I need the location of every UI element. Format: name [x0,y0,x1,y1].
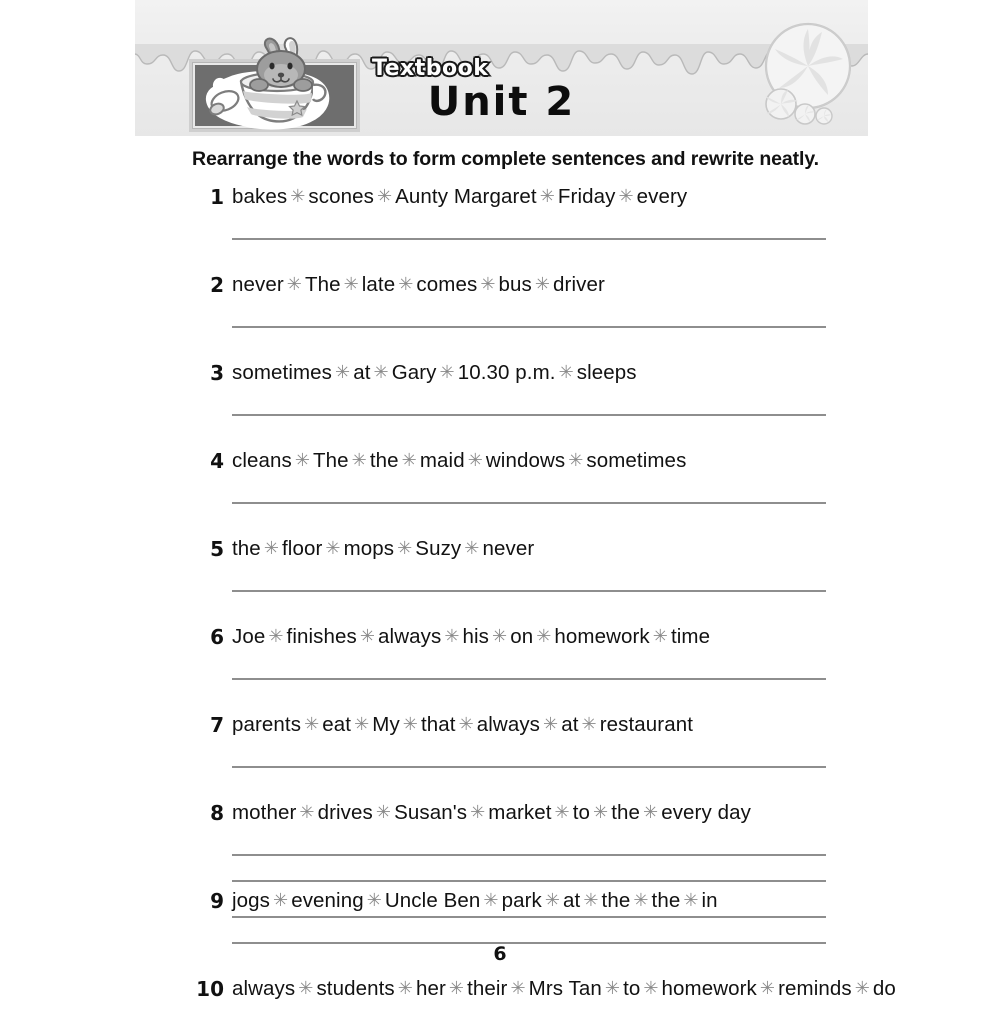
textbook-label-text: Textbook [372,56,489,81]
word-token: homework [554,625,650,648]
word-token: time [670,625,711,648]
word-separator-icon: ✳ [583,890,599,910]
row-spacer [190,680,850,710]
exercise-words [232,270,850,300]
word-separator-icon: ✳ [536,626,552,646]
word-token: park [501,889,542,912]
word-separator-icon: ✳ [290,186,306,206]
exercise-number: 3 [210,361,224,385]
word-token: Mrs Tan [528,977,602,1000]
exercise-number: 8 [210,801,224,825]
word-token: her [415,977,446,1000]
exercise-item [190,622,850,652]
word-token: eat [322,713,352,736]
word-token: that [420,713,456,736]
exercise-number: 4 [210,449,224,473]
word-separator-icon: ✳ [554,802,570,822]
word-separator-icon: ✳ [263,538,279,558]
word-token: Joe [232,625,266,648]
row-spacer [190,564,850,590]
trailing-answer-lines [232,880,826,918]
word-token: restaurant [599,713,694,736]
word-separator-icon: ✳ [510,978,526,998]
instruction-text: Rearrange the words to form complete sentences and rewrite neatly. [192,148,819,170]
word-separator-icon: ✳ [268,626,284,646]
row-spacer [190,476,850,502]
word-token: maid [419,449,465,472]
exercise-number: 6 [210,625,224,649]
word-token: always [378,625,442,648]
word-token: scones [308,185,374,208]
row-spacer [190,328,850,358]
word-separator-icon: ✳ [373,362,389,382]
word-token: driver [553,273,605,296]
word-token: windows [485,449,566,472]
row-spacer [190,768,850,798]
exercise-item [190,182,850,212]
row-spacer [190,828,850,854]
word-separator-icon: ✳ [643,978,659,998]
row-spacer [190,300,850,326]
word-separator-icon: ✳ [366,890,382,910]
word-token: at [563,889,581,912]
word-separator-icon: ✳ [273,890,289,910]
exercise-item [190,446,850,476]
exercise-item [190,270,850,300]
word-separator-icon: ✳ [375,802,392,822]
word-separator-icon: ✳ [652,626,668,646]
word-token: jogs [232,889,271,912]
word-token: their [467,977,508,1000]
word-separator-icon: ✳ [464,538,480,558]
page-title: Unit 2 [427,79,576,125]
word-token: to [572,801,591,824]
exercise-words [232,358,850,388]
word-token: students [316,977,395,1000]
word-separator-icon: ✳ [544,890,561,910]
exercise-number: 5 [210,537,224,561]
word-separator-icon: ✳ [304,714,320,734]
word-token: finishes [286,625,357,648]
word-token: the [369,449,399,472]
word-token: the [651,889,681,912]
word-separator-icon: ✳ [351,450,367,470]
row-spacer [190,416,850,446]
word-token: market [488,801,552,824]
word-token: to [623,977,641,1000]
word-token: at [353,361,371,384]
exercise-item [190,798,850,828]
word-separator-icon: ✳ [335,362,351,382]
word-separator-icon: ✳ [492,626,508,646]
row-spacer [190,388,850,414]
word-separator-icon: ✳ [854,978,870,998]
word-token: comes [416,273,478,296]
word-token: 10.30 p.m. [457,361,556,384]
word-separator-icon: ✳ [759,978,776,998]
word-token: mother [232,801,297,824]
word-separator-icon: ✳ [343,274,359,294]
word-separator-icon: ✳ [467,450,483,470]
word-token: The [304,273,341,296]
answer-line[interactable] [232,916,826,918]
textbook-label [372,56,488,81]
word-token: My [372,713,400,736]
word-separator-icon: ✳ [354,714,370,734]
word-token: always [476,713,541,736]
word-token: floor [282,537,323,560]
word-token: the [601,889,631,912]
word-separator-icon: ✳ [543,714,559,734]
exercise-number: 7 [210,713,224,737]
word-token: Friday [557,185,616,208]
word-separator-icon: ✳ [618,186,634,206]
exercise-number: 1 [210,185,224,209]
exercise-item [190,358,850,388]
page-header-band [135,0,868,136]
word-separator-icon: ✳ [480,274,496,294]
word-separator-icon: ✳ [398,274,414,294]
word-separator-icon: ✳ [534,274,551,294]
word-token: drives [317,801,373,824]
word-token: bus [498,273,532,296]
word-token: on [510,625,534,648]
word-separator-icon: ✳ [294,450,311,470]
word-token: parents [232,713,302,736]
word-token: in [701,889,718,912]
exercise-words [232,534,850,564]
word-separator-icon: ✳ [539,186,555,206]
word-separator-icon: ✳ [568,450,584,470]
word-separator-icon: ✳ [633,890,649,910]
word-token: evening [291,889,364,912]
row-spacer [190,504,850,534]
exercise-item [190,710,850,740]
word-separator-icon: ✳ [558,362,574,382]
word-separator-icon: ✳ [683,890,699,910]
word-token: at [561,713,579,736]
word-separator-icon: ✳ [299,802,315,822]
word-token: his [462,625,490,648]
row-spacer [190,240,850,270]
exercise-words [232,710,850,740]
exercise-item [190,534,850,564]
word-token: Aunty Margaret [395,185,537,208]
word-token: sometimes [232,361,333,384]
word-separator-icon: ✳ [444,626,460,646]
word-token: never [232,273,284,296]
word-separator-icon: ✳ [402,714,418,734]
word-token: Uncle Ben [384,889,481,912]
word-token: late [361,273,396,296]
exercise-number: 2 [210,273,224,297]
word-separator-icon: ✳ [325,538,341,558]
word-token: the [232,537,261,560]
word-token: sleeps [576,361,637,384]
word-token: sometimes [586,449,687,472]
word-separator-icon: ✳ [643,802,659,822]
word-separator-icon: ✳ [397,538,413,558]
row-spacer [190,1004,850,1030]
exercise-number: 9 [210,889,224,913]
word-token: every [636,185,688,208]
word-separator-icon: ✳ [376,186,393,206]
row-spacer [190,592,850,622]
word-separator-icon: ✳ [470,802,486,822]
word-separator-icon: ✳ [397,978,413,998]
word-token: homework [661,977,757,1000]
word-token: mops [343,537,395,560]
word-token: do [872,977,896,1000]
word-separator-icon: ✳ [458,714,474,734]
word-token: The [313,449,349,472]
word-separator-icon: ✳ [298,978,314,998]
word-token: never [482,537,535,560]
word-token: Suzy [415,537,462,560]
word-token: the [611,801,641,824]
word-separator-icon: ✳ [483,890,499,910]
row-spacer [190,212,850,238]
word-separator-icon: ✳ [439,362,455,382]
exercise-words [232,182,850,212]
word-token: Gary [391,361,437,384]
word-separator-icon: ✳ [401,450,417,470]
word-token: always [232,977,296,1000]
exercise-words [232,446,850,476]
row-spacer [190,916,850,942]
word-token: reminds [778,977,852,1000]
word-separator-icon: ✳ [581,714,597,734]
word-separator-icon: ✳ [286,274,302,294]
word-separator-icon: ✳ [448,978,465,998]
word-token: bakes [232,185,288,208]
page-number: 6 [493,943,507,965]
row-spacer [232,882,826,916]
exercise-words [232,798,850,828]
exercise-words [232,622,850,652]
word-separator-icon: ✳ [359,626,376,646]
row-spacer [190,740,850,766]
word-separator-icon: ✳ [604,978,621,998]
word-separator-icon: ✳ [593,802,609,822]
word-token: Susan's [394,801,468,824]
row-spacer [190,652,850,678]
word-token: every day [661,801,751,824]
exercise-number: 10 [196,977,224,1001]
word-token: cleans [232,449,292,472]
